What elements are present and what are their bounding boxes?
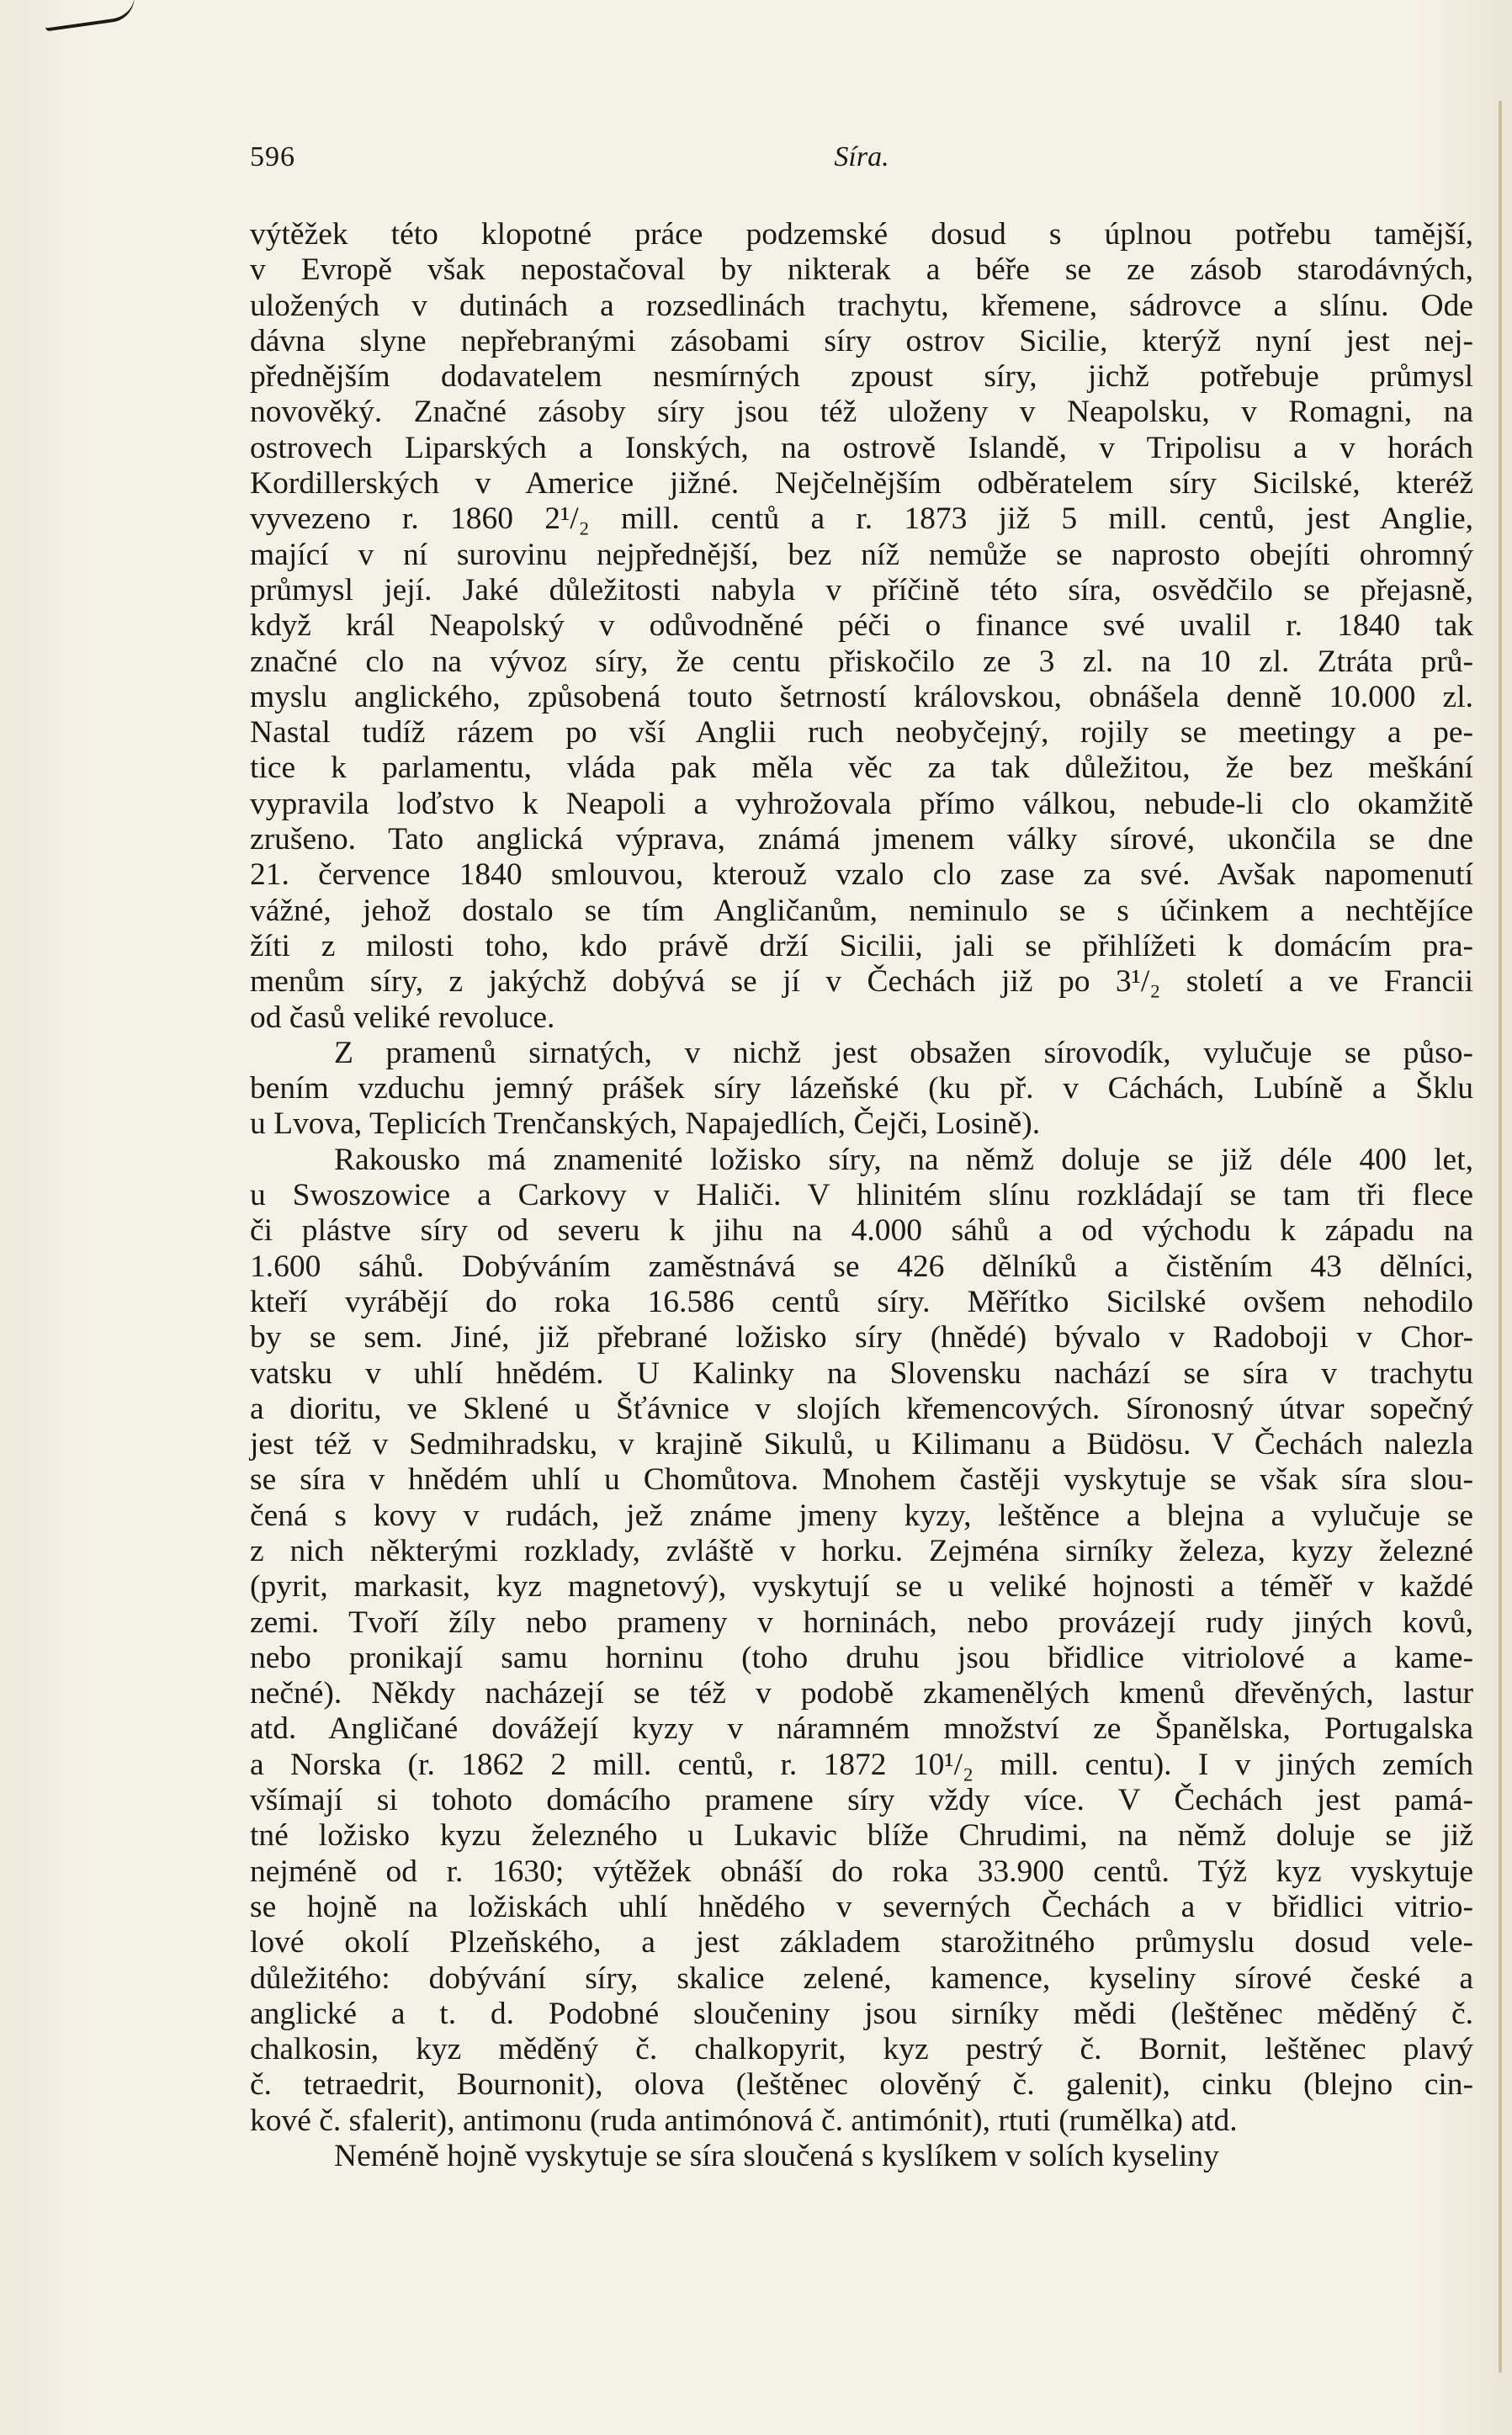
text-line: 1.600 sáhů. Dobýváním zaměstnává se 426 dělníků a čistěním 43 dělníci, <box>250 1249 1473 1284</box>
text-line: všímají si tohoto domácího pramene síry vždy více. V Čechách jest pamá- <box>250 1783 1473 1818</box>
text-line: a Norska (r. 1862 2 mill. centů, r. 1872 10¹/₂ mill. centu). I v jiných zemích <box>250 1747 1473 1782</box>
text-line: Nastal tudíž rázem po vší Anglii ruch neobyčejný, rojily se meetingy a pe- <box>250 715 1473 751</box>
text-line: Rakousko má znamenité ložisko síry, na němž doluje se již déle 400 let, <box>334 1142 1473 1177</box>
text-line: se hojně na ložiskách uhlí hnědého v severných Čechách a v břidlici vitrio- <box>250 1889 1473 1924</box>
text-line: (pyrit, markasit, kyz magnetový), vyskytují se u veliké hojnosti a téměř v každé <box>250 1569 1473 1605</box>
text-line: vatsku v uhlí hnědém. U Kalinky na Slovensku nachází se síra v trachytu <box>250 1355 1473 1391</box>
text-line: atd. Angličané dovážejí kyzy v náramném množství ze Španělska, Portugalska <box>250 1711 1473 1747</box>
text-line: tice k parlamentu, vláda pak měla věc za tak důležitou, že bez meškání <box>250 751 1473 786</box>
page-number: 596 <box>250 141 295 172</box>
paragraph <box>250 217 1473 1036</box>
text-line: bením vzduchu jemný prášek síry lázeňské (ku př. v Cáchách, Lubíně a Šklu <box>250 1071 1473 1106</box>
page-edge-shadow <box>1499 101 1502 2373</box>
text-line: mající v ní surovinu nejpřednější, bez níž nemůže se naprosto obejíti ohromný <box>250 537 1473 572</box>
text-line: menům síry, z jakýchž dobývá se jí v Čechách již po 3¹/₂ století a ve Francii <box>250 964 1473 1000</box>
text-line: anglické a t. d. Podobné sloučeniny jsou sirníky mědi (leštěnec měděný č. <box>250 1996 1473 2031</box>
text-line: jest též v Sedmihradsku, v krajině Sikulů, u Kilimanu a Büdösu. V Čechách nalezla <box>250 1427 1473 1462</box>
text-line: výtěžek této klopotné práce podzemské dosud s úplnou potřebu tamější, <box>250 217 1473 252</box>
paragraph <box>250 2139 1473 2174</box>
text-line: novověký. Značné zásoby síry jsou též uloženy v Neapolsku, v Romagni, na <box>250 395 1473 430</box>
text-line: by se sem. Jiné, již přebrané ložisko síry (hnědé) bývalo v Radoboji v Chor- <box>250 1320 1473 1355</box>
text-line: chalkosin, kyz měděný č. chalkopyrit, kyz pestrý č. Bornit, leštěnec plavý <box>250 2032 1473 2067</box>
text-line: čená s kovy v rudách, jež známe jmeny kyzy, leštěnce a blejna a vylučuje se <box>250 1498 1473 1533</box>
text-line: či plástve síry od severu k jihu na 4.000 sáhů a od východu k západu na <box>250 1213 1473 1249</box>
text-line: Z pramenů sirnatých, v nichž jest obsažen sírovodík, vylučuje se půso- <box>334 1035 1473 1070</box>
body-text <box>250 217 1473 2174</box>
text-line: Neméně hojně vyskytuje se síra sloučená s kyslíkem v solích kyseliny <box>334 2139 1219 2174</box>
paragraph <box>250 1036 1473 1143</box>
text-line: 21. července 1840 smlouvou, kterouž vzalo clo zase za své. Avšak napomenutí <box>250 857 1473 893</box>
ink-mark <box>42 0 137 32</box>
page-header <box>250 141 1473 182</box>
text-line: č. tetraedrit, Bournonit), olova (leštěnec olověný č. galenit), cinku (blejno cin- <box>250 2067 1473 2103</box>
text-line: značné clo na vývoz síry, že centu přiskočilo ze 3 zl. na 10 zl. Ztráta prů- <box>250 644 1473 679</box>
text-line: přednějším dodavatelem nesmírných zpoust síry, jichž potřebuje průmysl <box>250 359 1473 395</box>
text-line: u Swoszowice a Carkovy v Haliči. V hlinitém slínu rozkládají se tam tři flece <box>250 1178 1473 1213</box>
running-title: Síra. <box>834 141 889 172</box>
text-line: od časů veliké revoluce. <box>250 1000 555 1035</box>
text-line: průmysl její. Jaké důležitosti nabyla v příčině této síra, osvědčilo se přejasně, <box>250 572 1473 607</box>
text-line: Kordillerských v Americe jižné. Nejčelnějším odběratelem síry Sicilské, kteréž <box>250 466 1473 501</box>
text-line: důležitého: dobývání síry, skalice zelené, kamence, kyseliny sírové české a <box>250 1960 1473 1996</box>
text-line: vyvezeno r. 1860 2¹/₂ mill. centů a r. 1873 již 5 mill. centů, jest Anglie, <box>250 501 1473 537</box>
text-line: lové okolí Plzeňského, a jest základem starožitného průmyslu dosud vele- <box>250 1925 1473 1960</box>
text-line: dávna slyne nepřebranými zásobami síry ostrov Sicilie, kterýž nyní jest nej- <box>250 323 1473 358</box>
text-line: v Evropě však nepostačoval by nikterak a béře se ze zásob starodávných, <box>250 252 1473 288</box>
text-line: vypravila loďstvo k Neapoli a vyhrožovala přímo válkou, nebude-li clo okamžitě <box>250 786 1473 821</box>
text-line: nečné). Někdy nacházejí se též v podobě zkamenělých kmenů dřevěných, lastur <box>250 1676 1473 1711</box>
text-line: z nich některými rozklady, zvláště v horku. Zejména sirníky železa, kyzy železné <box>250 1533 1473 1568</box>
text-line: kteří vyrábějí do roka 16.586 centů síry. Měřítko Sicilské ovšem nehodilo <box>250 1284 1473 1319</box>
text-line: uložených v dutinách a rozsedlinách trachytu, křemene, sádrovce a slínu. Ode <box>250 288 1473 323</box>
text-line: nejméně od r. 1630; výtěžek obnáší do roka 33.900 centů. Týž kyz vyskytuje <box>250 1854 1473 1889</box>
text-line: kové č. sfalerit), antimonu (ruda antimónová č. antimónit), rtuti (rumělka) atd. <box>250 2103 1238 2138</box>
text-line: nebo pronikají samu horninu (toho druhu jsou břidlice vitriolové a kame- <box>250 1640 1473 1675</box>
text-line: zemi. Tvoří žíly nebo prameny v horninách, nebo provázejí rudy jiných kovů, <box>250 1605 1473 1640</box>
text-line: tné ložisko kyzu železného u Lukavic blíže Chrudimi, na němž doluje se již <box>250 1818 1473 1854</box>
paragraph <box>250 1143 1473 2139</box>
text-line: když král Neapolský v odůvodněné péči o finance své uvalil r. 1840 tak <box>250 608 1473 644</box>
text-line: žíti z milosti toho, kdo právě drží Sicilii, jali se přihlížeti k domácím pra- <box>250 928 1473 963</box>
text-line: ostrovech Liparských a Ionských, na ostrově Islandě, v Tripolisu a v horách <box>250 430 1473 465</box>
text-line: u Lvova, Teplicích Trenčanských, Napajedlích, Čejči, Losině). <box>250 1106 1041 1142</box>
text-line: a dioritu, ve Sklené u Šťávnice v slojích křemencových. Síronosný útvar sopečný <box>250 1391 1473 1426</box>
text-line: se síra v hnědém uhlí u Chomůtova. Mnohem častěji vyskytuje se však síra slou- <box>250 1462 1473 1498</box>
text-line: vážné, jehož dostalo se tím Angličanům, neminulo se s účinkem a nechtějíce <box>250 893 1473 928</box>
text-line: myslu anglického, způsobená touto šetrností královskou, obnášela denně 10.000 zl. <box>250 679 1473 714</box>
text-line: zrušeno. Tato anglická výprava, známá jmenem války sírové, ukončila se dne <box>250 822 1473 857</box>
